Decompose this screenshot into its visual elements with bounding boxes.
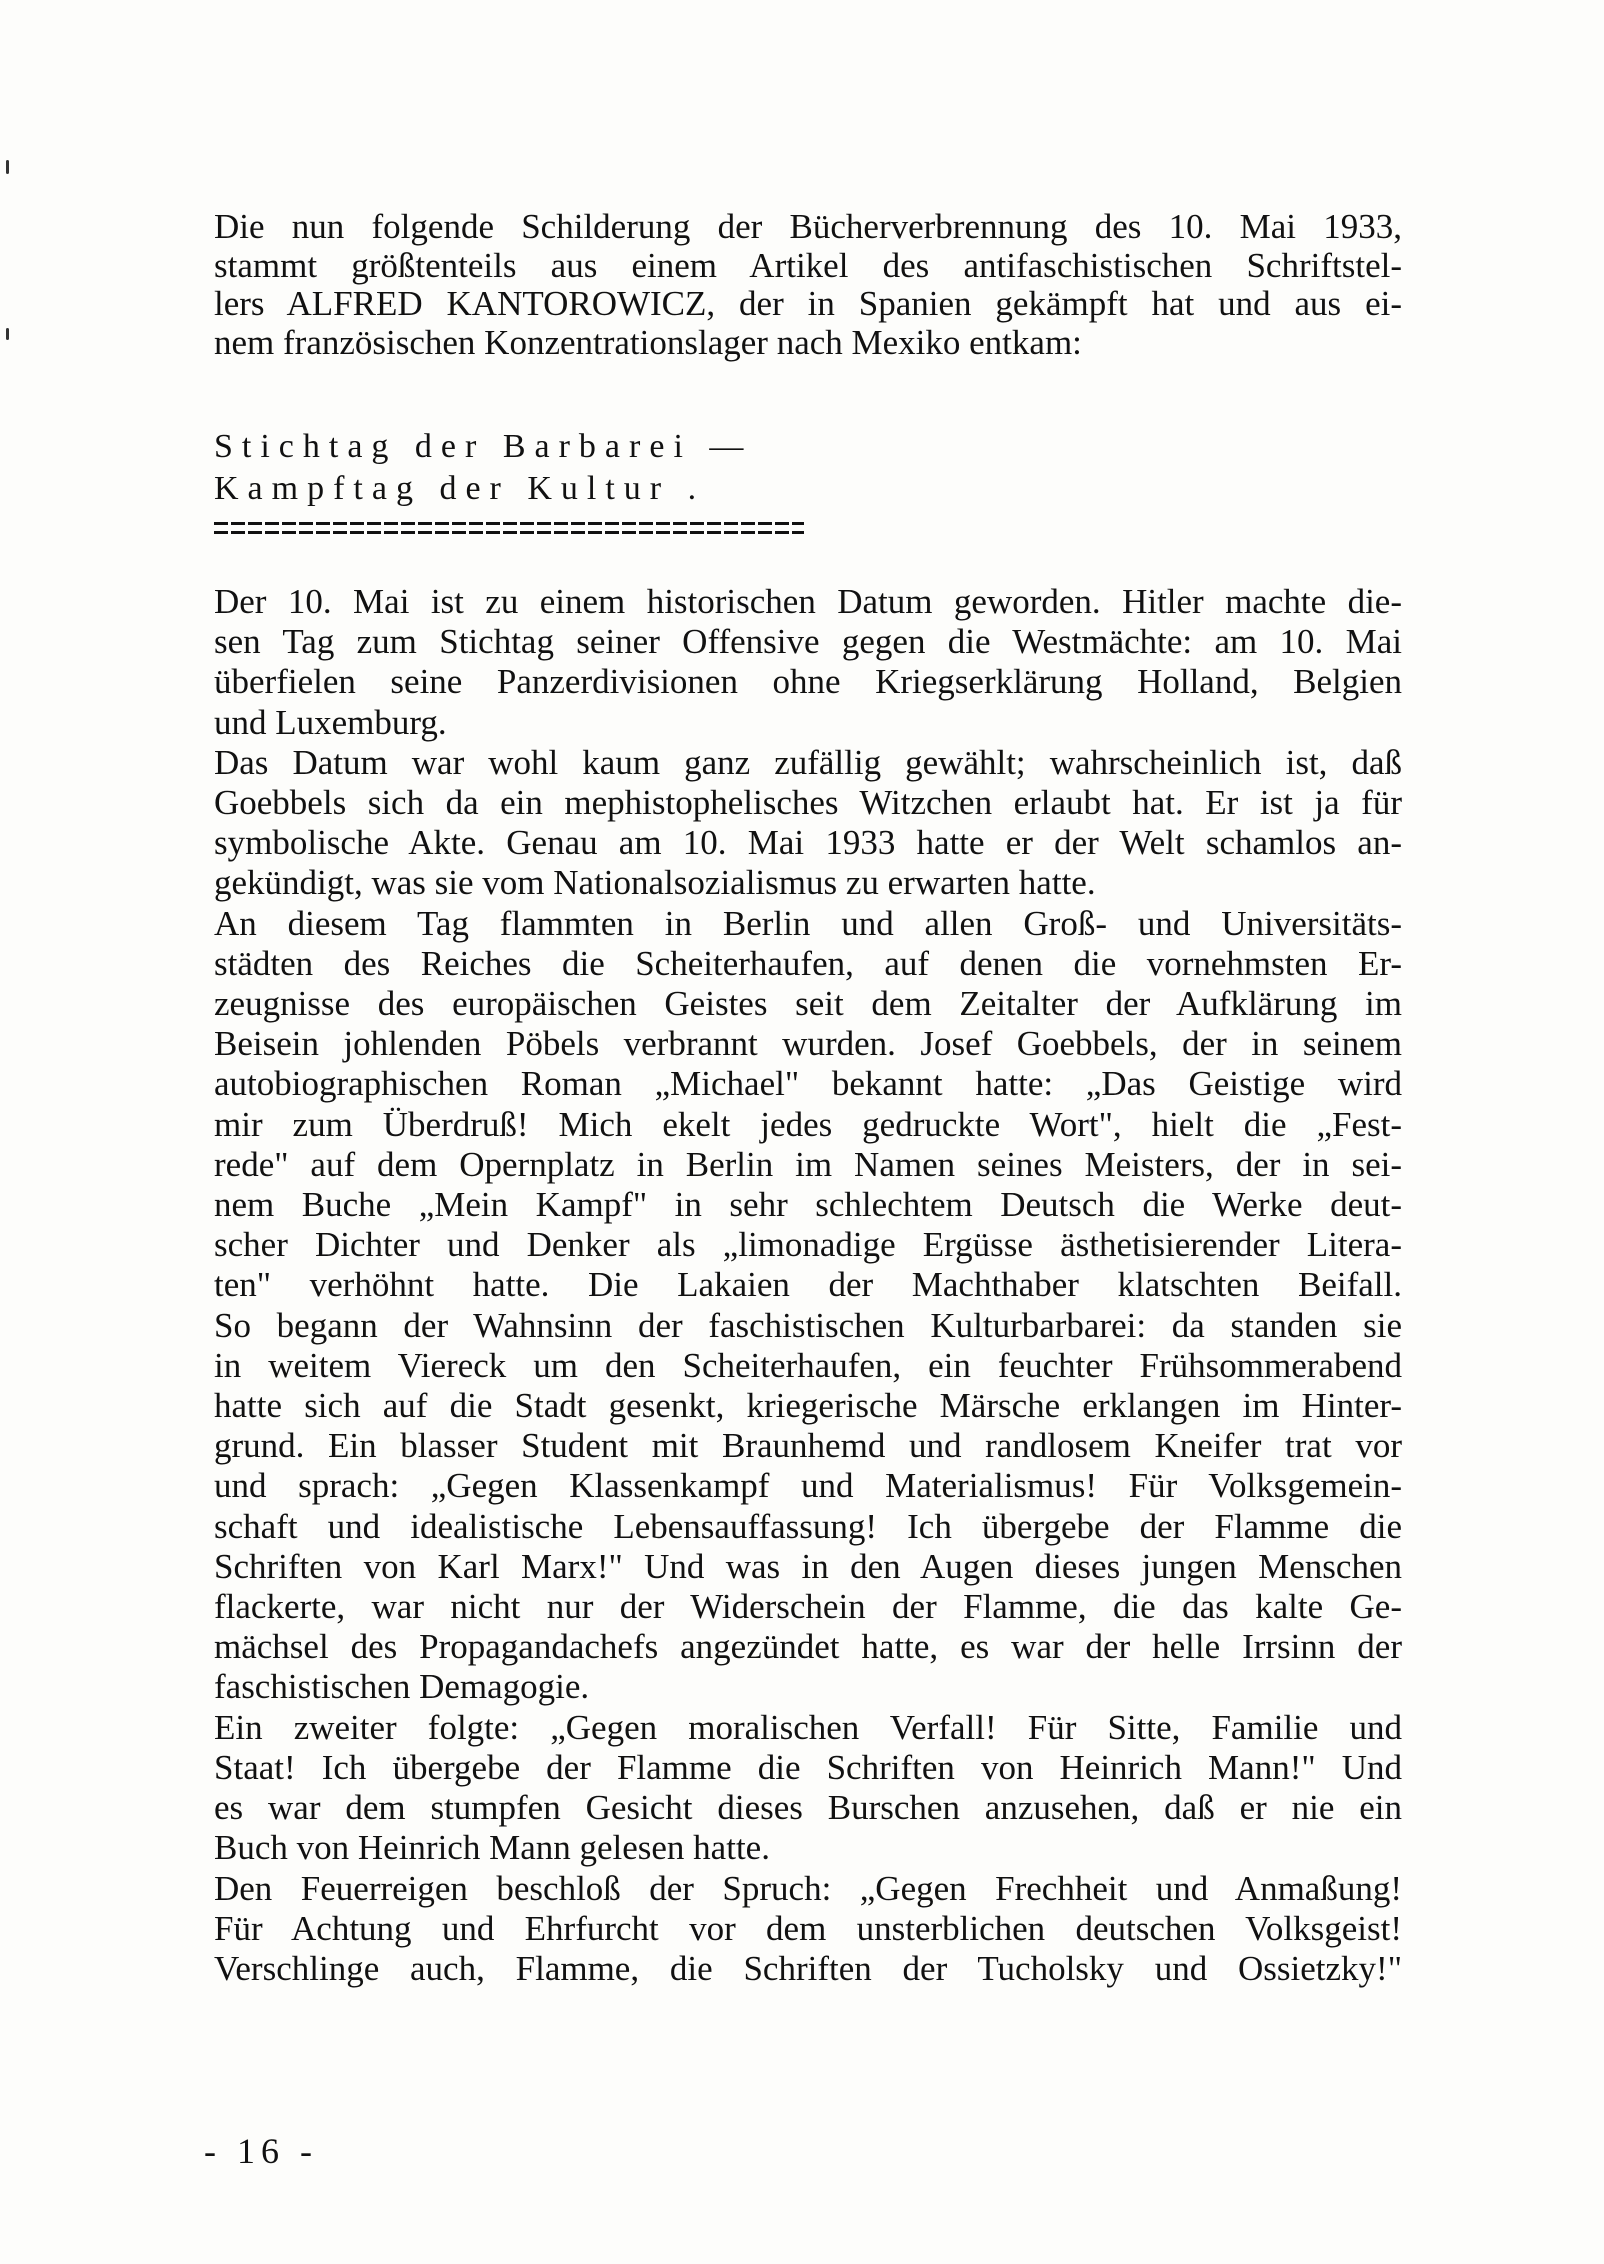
body-line: scher Dichter und Denker als „limonadige Ergüsse ästhetisierender Litera- [214, 1225, 1402, 1265]
body-line: So begann der Wahnsinn der faschistischen Kulturbarbarei: da standen sie [214, 1305, 1402, 1345]
body-line: Für Achtung und Ehrfurcht vor dem unsterblichen deutschen Volksgeist! [214, 1908, 1402, 1948]
page-number: - 16 - [204, 2131, 318, 2171]
body-line: und sprach: „Gegen Klassenkampf und Materialismus! Für Volksgemein- [214, 1466, 1402, 1506]
body-line: gekündigt, was sie vom Nationalsozialismus zu erwarten hatte. [214, 863, 1096, 903]
body-line: überfielen seine Panzerdivisionen ohne Kriegserklärung Holland, Belgien [214, 662, 1402, 702]
body-line: schaft und idealistische Lebensauffassung! Ich übergebe der Flamme die [214, 1506, 1402, 1546]
body-line: zeugnisse des europäischen Geistes seit dem Zeitalter der Aufklärung im [214, 984, 1402, 1024]
body-line: Der 10. Mai ist zu einem historischen Datum geworden. Hitler machte die- [214, 582, 1402, 621]
body-line: Den Feuerreigen beschloß der Spruch: „Gegen Frechheit und Anmaßung! [214, 1868, 1402, 1908]
body-line: Verschlinge auch, Flamme, die Schriften der Tucholsky und Ossietzky!" [214, 1948, 1402, 1988]
body-line: faschistischen Demagogie. [214, 1667, 590, 1707]
body-line: in weitem Viereck um den Scheiterhaufen, ein feuchter Frühsommerabend [214, 1345, 1402, 1385]
body-line: Staat! Ich übergebe der Flamme die Schriften von Heinrich Mann!" Und [214, 1747, 1402, 1787]
body-line: nem Buche „Mein Kampf" in sehr schlechtem Deutsch die Werke deut- [214, 1185, 1402, 1225]
body-line: Schriften von Karl Marx!" Und was in den Augen dieses jungen Menschen [214, 1546, 1402, 1586]
body-line: und Luxemburg. [214, 702, 447, 742]
body-line: Goebbels sich da ein mephistophelisches Witzchen erlaubt hat. Er ist ja für [214, 783, 1402, 823]
intro-paragraph [214, 208, 1402, 362]
scan-mark [6, 160, 9, 174]
body-line: grund. Ein blasser Student mit Braunhemd und randlosem Kneifer trat vor [214, 1426, 1402, 1466]
section-heading [214, 426, 752, 510]
intro-line: nem französischen Konzentrationslager nach Mexiko entkam: [214, 322, 1082, 362]
body-line: symbolische Akte. Genau am 10. Mai 1933 hatte er der Welt schamlos an- [214, 823, 1402, 863]
body-line: rede" auf dem Opernplatz in Berlin im Namen seines Meisters, der in sei- [214, 1144, 1402, 1184]
body-line: Ein zweiter folgte: „Gegen moralischen Verfall! Für Sitte, Familie und [214, 1707, 1402, 1747]
body-line: Beisein johlenden Pöbels verbrannt wurden. Josef Goebbels, der in seinem [214, 1024, 1402, 1064]
body-line: städten des Reiches die Scheiterhaufen, auf denen die vornehmsten Er- [214, 943, 1402, 983]
body-line: hatte sich auf die Stadt gesenkt, kriegerische Märsche erklangen im Hinter- [214, 1386, 1402, 1426]
scan-mark [6, 328, 9, 340]
article-body [214, 582, 1402, 1989]
body-line: flackerte, war nicht nur der Widerschein der Flamme, die das kalte Ge- [214, 1587, 1402, 1627]
body-line: ten" verhöhnt hatte. Die Lakaien der Machthaber klatschten Beifall. [214, 1265, 1402, 1305]
intro-line: Die nun folgende Schilderung der Bücherverbrennung des 10. Mai 1933, [214, 207, 1402, 246]
intro-line: lers ALFRED KANTOROWICZ, der in Spanien gekämpft hat und aus ei- [214, 284, 1402, 323]
body-line: Buch von Heinrich Mann gelesen hatte. [214, 1828, 770, 1868]
intro-line: stammt größtenteils aus einem Artikel des antifaschistischen Schriftstel- [214, 245, 1402, 285]
heading-line-2: Kampftag der Kultur . [214, 470, 706, 507]
heading-line-1: Stichtag der Barbarei — [214, 428, 753, 465]
body-line: Das Datum war wohl kaum ganz zufällig gewählt; wahrscheinlich ist, daß [214, 742, 1402, 782]
body-line: es war dem stumpfen Gesicht dieses Burschen anzusehen, daß er nie ein [214, 1788, 1402, 1828]
heading-double-underline [214, 522, 804, 536]
body-line: An diesem Tag flammten in Berlin und allen Groß- und Universitäts- [214, 903, 1402, 943]
body-line: mächsel des Propagandachefs angezündet hatte, es war der helle Irrsinn der [214, 1627, 1402, 1667]
body-line: autobiographischen Roman „Michael" bekannt hatte: „Das Geistige wird [214, 1064, 1402, 1104]
body-line: mir zum Überdruß! Mich ekelt jedes gedruckte Wort", hielt die „Fest- [214, 1104, 1402, 1144]
body-line: sen Tag zum Stichtag seiner Offensive gegen die Westmächte: am 10. Mai [214, 622, 1402, 662]
